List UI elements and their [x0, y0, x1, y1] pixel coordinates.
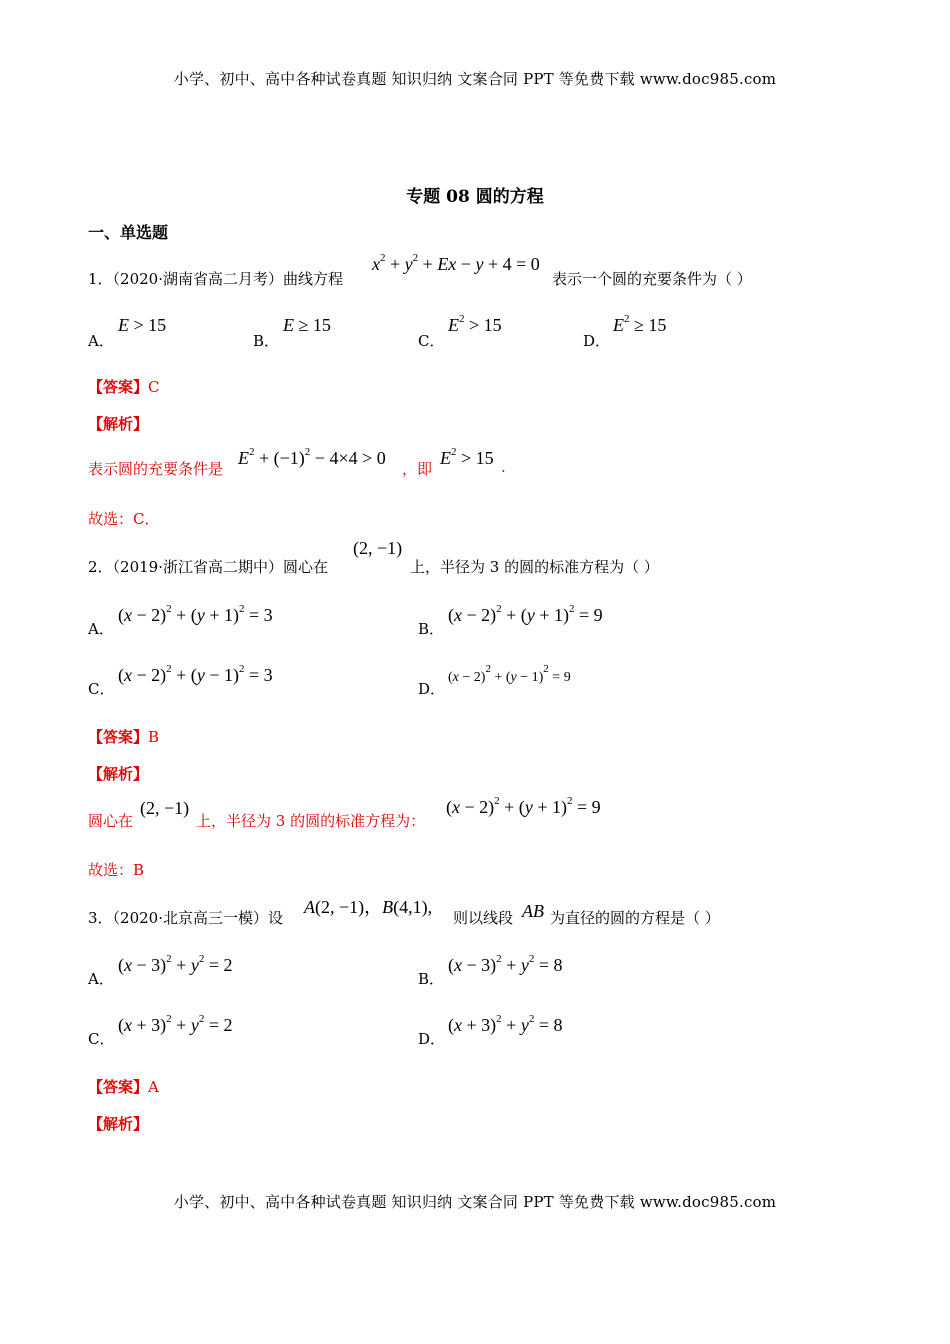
q1-choose: 故选：C． — [88, 510, 160, 528]
q2-option-c-letter[interactable]: C． — [88, 680, 115, 698]
q1-option-d-math: $E^2 \ge 15$ — [613, 313, 667, 335]
page-title: 专题 08 圆的方程 — [406, 187, 544, 207]
question-3-stem: 3．（2020·北京高三一模）设 — [88, 909, 283, 927]
q1-option-c-letter[interactable]: C． — [418, 332, 445, 350]
q1-option-a-letter[interactable]: A． — [88, 332, 114, 350]
q3-option-d-math: $(x + 3)^2 + y^2 = 8$ — [448, 1013, 563, 1035]
q2-analysis-math: $(x - 2)^2 + (y + 1)^2 = 9$ — [446, 795, 601, 817]
q2-analysis-mid: 上，半径为 3 的圆的标准方程为： — [196, 812, 426, 830]
question-3-stem-tail: 则以线段 — [453, 909, 514, 927]
question-1-stem-tail: 表示一个圆的充要条件为（ ） — [552, 270, 752, 288]
question-2-stem: 2．（2019·浙江省高二期中）圆心在 — [88, 558, 328, 576]
q1-analysis-text: 表示圆的充要条件是 — [88, 460, 224, 478]
q2-option-d-math: $(x - 2)^2 + (y - 1)^2 = 9$ — [448, 663, 571, 685]
page-footer: 小学、初中、高中各种试卷真题 知识归纳 文案合同 PPT 等免费下载 www.doc985.com — [173, 1193, 777, 1211]
q2-analysis-text: 圆心在 — [88, 812, 134, 830]
q2-analysis-label: 【解析】 — [88, 765, 149, 783]
question-2-stem-tail: 上，半径为 3 的圆的标准方程为（ ） — [410, 558, 659, 576]
q2-answer: 【答案】B — [88, 728, 160, 746]
q1-option-b-letter[interactable]: B． — [253, 332, 280, 350]
q3-analysis-label: 【解析】 — [88, 1115, 149, 1133]
q1-analysis-math: $E^2 + (-1)^2 - 4\times 4 > 0$ — [238, 446, 386, 468]
q2-option-a-math: $(x - 2)^2 + (y + 1)^2 = 3$ — [118, 603, 273, 625]
q3-segment-ab: AB — [522, 901, 544, 921]
page-header: 小学、初中、高中各种试卷真题 知识归纳 文案合同 PPT 等免费下载 www.doc985.com — [173, 70, 777, 88]
q1-analysis-label: 【解析】 — [88, 415, 149, 433]
q1-answer: 【答案】C — [88, 378, 160, 396]
q2-option-a-letter[interactable]: A． — [88, 620, 114, 638]
q3-option-b-math: $(x - 3)^2 + y^2 = 8$ — [448, 953, 563, 975]
section-heading: 一、单选题 — [88, 223, 169, 242]
q3-option-c-math: $(x + 3)^2 + y^2 = 2$ — [118, 1013, 233, 1035]
q2-choose: 故选：B — [88, 861, 145, 879]
q3-points: A(2, −1)，B(4,1), — [304, 897, 433, 917]
q1-analysis-math-2: $E^2 > 15$ — [440, 446, 494, 468]
q1-option-b-math: E ≥ 15 — [283, 315, 331, 335]
q2-center-point: (2, −1) — [353, 538, 403, 558]
q1-equation: $x^2 + y^2 + Ex - y + 4 = 0$ — [372, 252, 540, 274]
q1-option-d-letter[interactable]: D． — [583, 332, 611, 350]
q3-option-c-letter[interactable]: C． — [88, 1030, 115, 1048]
question-1-stem: 1．（2020·湖南省高二月考）曲线方程 — [88, 270, 343, 288]
question-3-stem-tail-2: 为直径的圆的方程是（ ） — [550, 909, 720, 927]
q3-option-d-letter[interactable]: D． — [418, 1030, 446, 1048]
q2-analysis-point: (2, −1) — [140, 798, 190, 818]
q2-option-b-letter[interactable]: B． — [418, 620, 445, 638]
q1-option-c-math: $E^2 > 15$ — [448, 313, 502, 335]
q3-answer: 【答案】A — [88, 1078, 159, 1096]
q3-option-a-letter[interactable]: A． — [88, 970, 114, 988]
q2-option-b-math: $(x - 2)^2 + (y + 1)^2 = 9$ — [448, 603, 603, 625]
q1-option-a-math: E > 15 — [118, 315, 167, 335]
q2-option-c-math: $(x - 2)^2 + (y - 1)^2 = 3$ — [118, 663, 273, 685]
q1-analysis-end: . — [501, 458, 506, 476]
q3-option-b-letter[interactable]: B． — [418, 970, 445, 988]
q1-analysis-mid: ，即 — [402, 460, 433, 478]
q2-option-d-letter[interactable]: D． — [418, 680, 446, 698]
q3-option-a-math: $(x - 3)^2 + y^2 = 2$ — [118, 953, 233, 975]
